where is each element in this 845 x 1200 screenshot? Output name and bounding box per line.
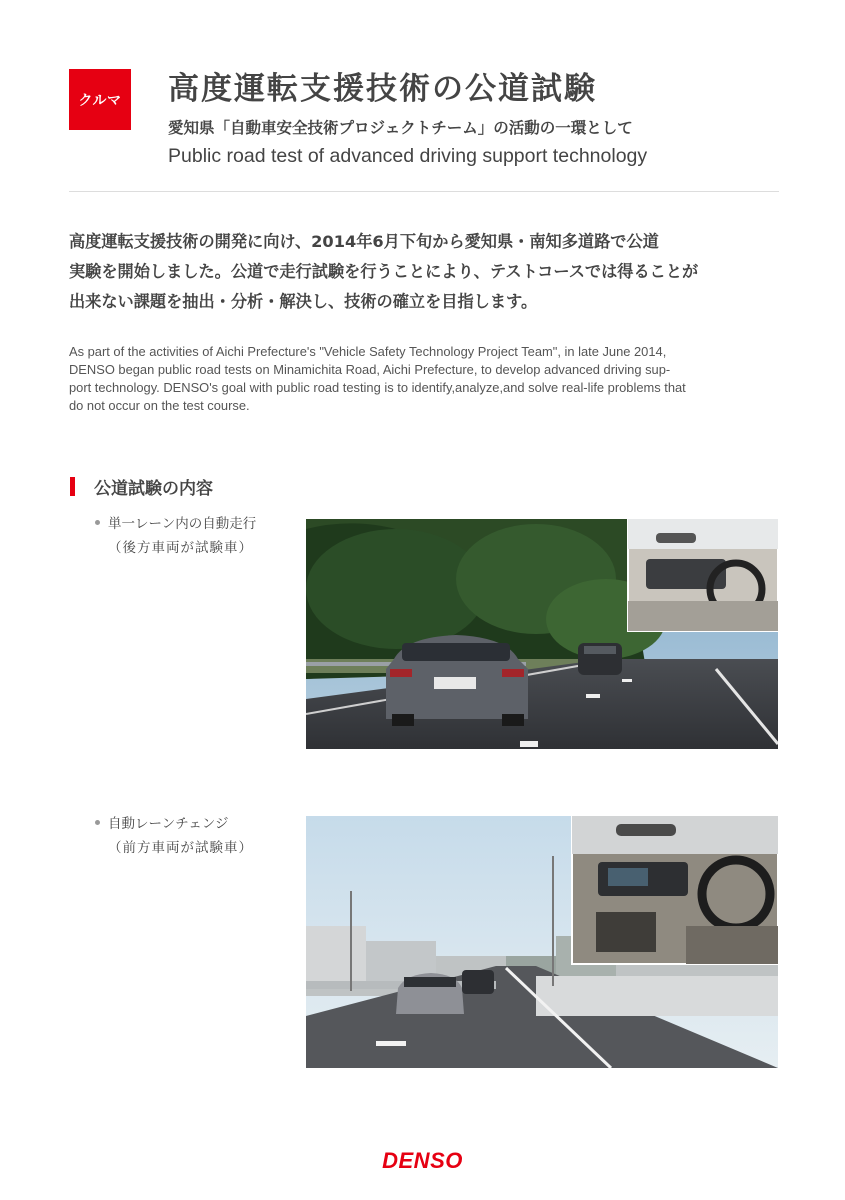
intro-en-line: DENSO began public road tests on Minamichita Road, Aichi Prefecture, to develop advanced driving sup- xyxy=(69,362,671,377)
intro-english xyxy=(69,343,787,415)
intro-ja-line: 出来ない課題を抽出・分析・解決し、技術の確立を目指します。 xyxy=(69,292,538,311)
single-lane-photo xyxy=(306,519,778,749)
intro-ja-line: 高度運転支援技術の開発に向け、2014年6月下旬から愛知県・南知多道路で公道 xyxy=(69,232,659,251)
category-badge: クルマ xyxy=(69,69,131,130)
section-title: 公道試験の内容 xyxy=(94,479,213,499)
lane-change-photo xyxy=(306,816,778,1068)
page-title: 高度運転支援技術の公道試験 xyxy=(168,71,597,107)
test-item-note: （前方車両が試験車） xyxy=(108,840,253,856)
section-marker xyxy=(70,477,75,496)
intro-ja-line: 実験を開始しました。公道で走行試験を行うことにより、テストコースでは得ることが xyxy=(69,262,699,281)
intro-japanese xyxy=(69,227,784,317)
intro-en-line: As part of the activities of Aichi Prefecture's "Vehicle Safety Technology Project Team", in late June 2014, xyxy=(69,344,667,359)
bullet-icon xyxy=(95,820,100,825)
test-item-label: 自動レーンチェンジ xyxy=(108,816,229,832)
test-item-single-lane xyxy=(95,512,256,560)
header-divider xyxy=(69,191,779,192)
intro-en-line: do not occur on the test course. xyxy=(69,398,250,413)
test-item-lane-change xyxy=(95,812,253,860)
test-item-label: 単一レーン内の自動走行 xyxy=(108,516,257,532)
bullet-icon xyxy=(95,520,100,525)
intro-en-line: port technology. DENSO's goal with public road testing is to identify,analyze,and solve real-life problems that xyxy=(69,380,686,395)
page-subtitle: 愛知県「自動車安全技術プロジェクトチーム」の活動の一環として xyxy=(168,119,633,137)
test-item-note: （後方車両が試験車） xyxy=(108,540,253,556)
denso-logo: DENSO xyxy=(382,1148,463,1173)
page-title-english: Public road test of advanced driving support technology xyxy=(168,145,648,167)
